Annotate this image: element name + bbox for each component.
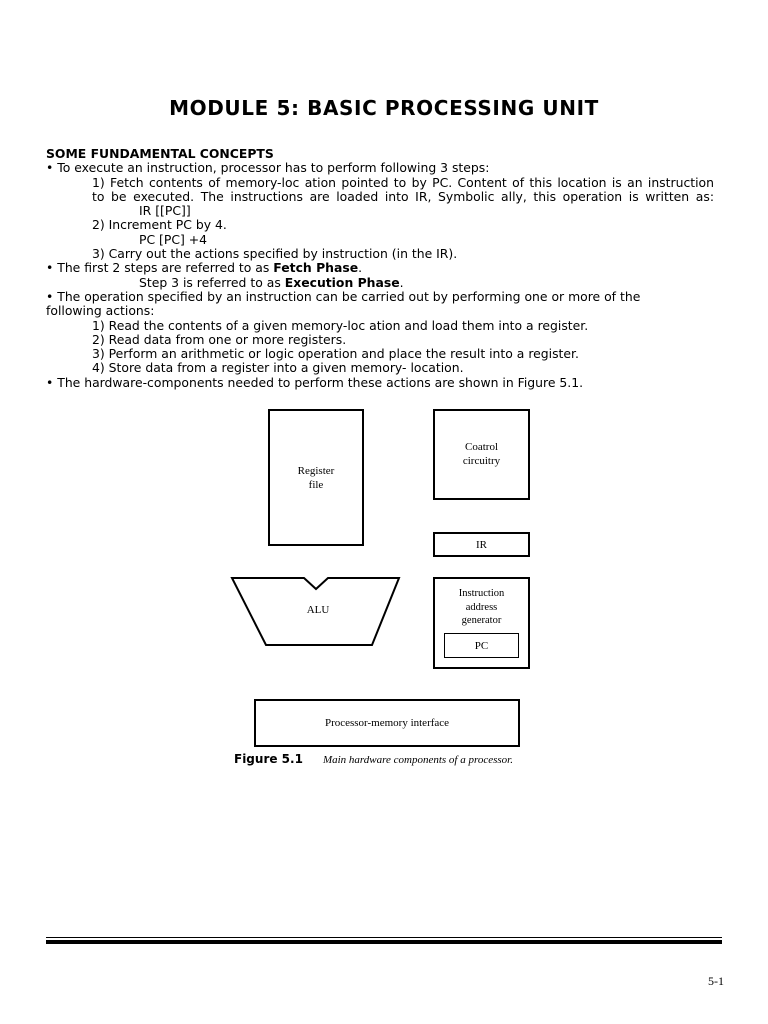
- step-3: 3) Carry out the actions specified by instruction (in the IR).: [92, 246, 458, 262]
- step-1-line-1: 1) Fetch contents of memory-loc ation pointed to by PC. Content of this location is an instruction: [92, 174, 714, 190]
- control-circuitry-label: Coatrol circuitry: [462, 441, 501, 467]
- action-item: 3) Perform an arithmetic or logic operation and place the result into a register.: [92, 346, 579, 362]
- register-file-box: [268, 409, 364, 546]
- step-2: 2) Increment PC by 4.: [92, 217, 227, 233]
- page-number: 5-1: [708, 974, 724, 988]
- register-file-label: Register file: [297, 464, 335, 491]
- fetch-phase-line: [46, 261, 726, 275]
- action-item: 4) Store data from a register into a given memory- location.: [92, 360, 464, 376]
- execute-suffix: .: [399, 274, 404, 290]
- pc-box: [444, 633, 519, 658]
- execution-phase-term: Execution Phase: [284, 274, 400, 290]
- step-1-formula: IR [[PC]]: [139, 203, 191, 219]
- section-heading: SOME FUNDAMENTAL CONCEPTS: [46, 146, 274, 161]
- figure-number: Figure 5.1: [234, 752, 303, 766]
- figure-caption-text: Main hardware components of a processor.: [322, 754, 513, 766]
- page-title: MODULE 5: BASIC PROCESSING UNIT: [169, 96, 599, 120]
- bullet-hardware-components: • The hardware-components needed to perform these actions are shown in Figure 5.1.: [46, 374, 584, 390]
- fetch-suffix: .: [358, 260, 363, 276]
- step-1-line-2: to be executed. The instructions are loaded into IR, Symbolic ally, this operation is written as:: [92, 188, 714, 204]
- ir-label: IR: [476, 538, 487, 551]
- pmi-label: Processor-memory interface: [324, 717, 450, 729]
- body-text: [46, 147, 726, 390]
- figure-hardware-components: [228, 402, 548, 774]
- ir-box: [433, 532, 530, 557]
- execute-prefix: Step 3 is referred to as: [139, 274, 285, 290]
- bullet-execute-steps: • To execute an instruction, processor has to perform following 3 steps:: [46, 160, 490, 176]
- control-circuitry-box: [433, 409, 530, 500]
- processor-memory-interface-box: [254, 699, 520, 747]
- fetch-phase-term: Fetch Phase: [273, 260, 359, 276]
- execution-phase-line: [46, 276, 726, 290]
- step-2-formula: PC [PC] +4: [139, 231, 208, 247]
- footer-rule-thin: [46, 937, 722, 938]
- iag-label: Instruction address generator: [458, 588, 505, 626]
- fetch-prefix: • The first 2 steps are referred to as: [46, 260, 274, 276]
- pc-label: PC: [474, 639, 489, 652]
- action-item: 1) Read the contents of a given memory-loc ation and load them into a register.: [92, 317, 589, 333]
- bullet-operation-line-1: • The operation specified by an instruction can be carried out by performing one or more of the: [46, 288, 641, 304]
- action-item: 2) Read data from one or more registers.: [92, 331, 347, 347]
- bullet-operation-line-2: following actions:: [46, 303, 155, 319]
- figure-caption: [234, 752, 513, 766]
- alu-label-box: [278, 597, 358, 623]
- alu-label: ALU: [306, 604, 330, 616]
- footer-rule-thick: [46, 940, 722, 944]
